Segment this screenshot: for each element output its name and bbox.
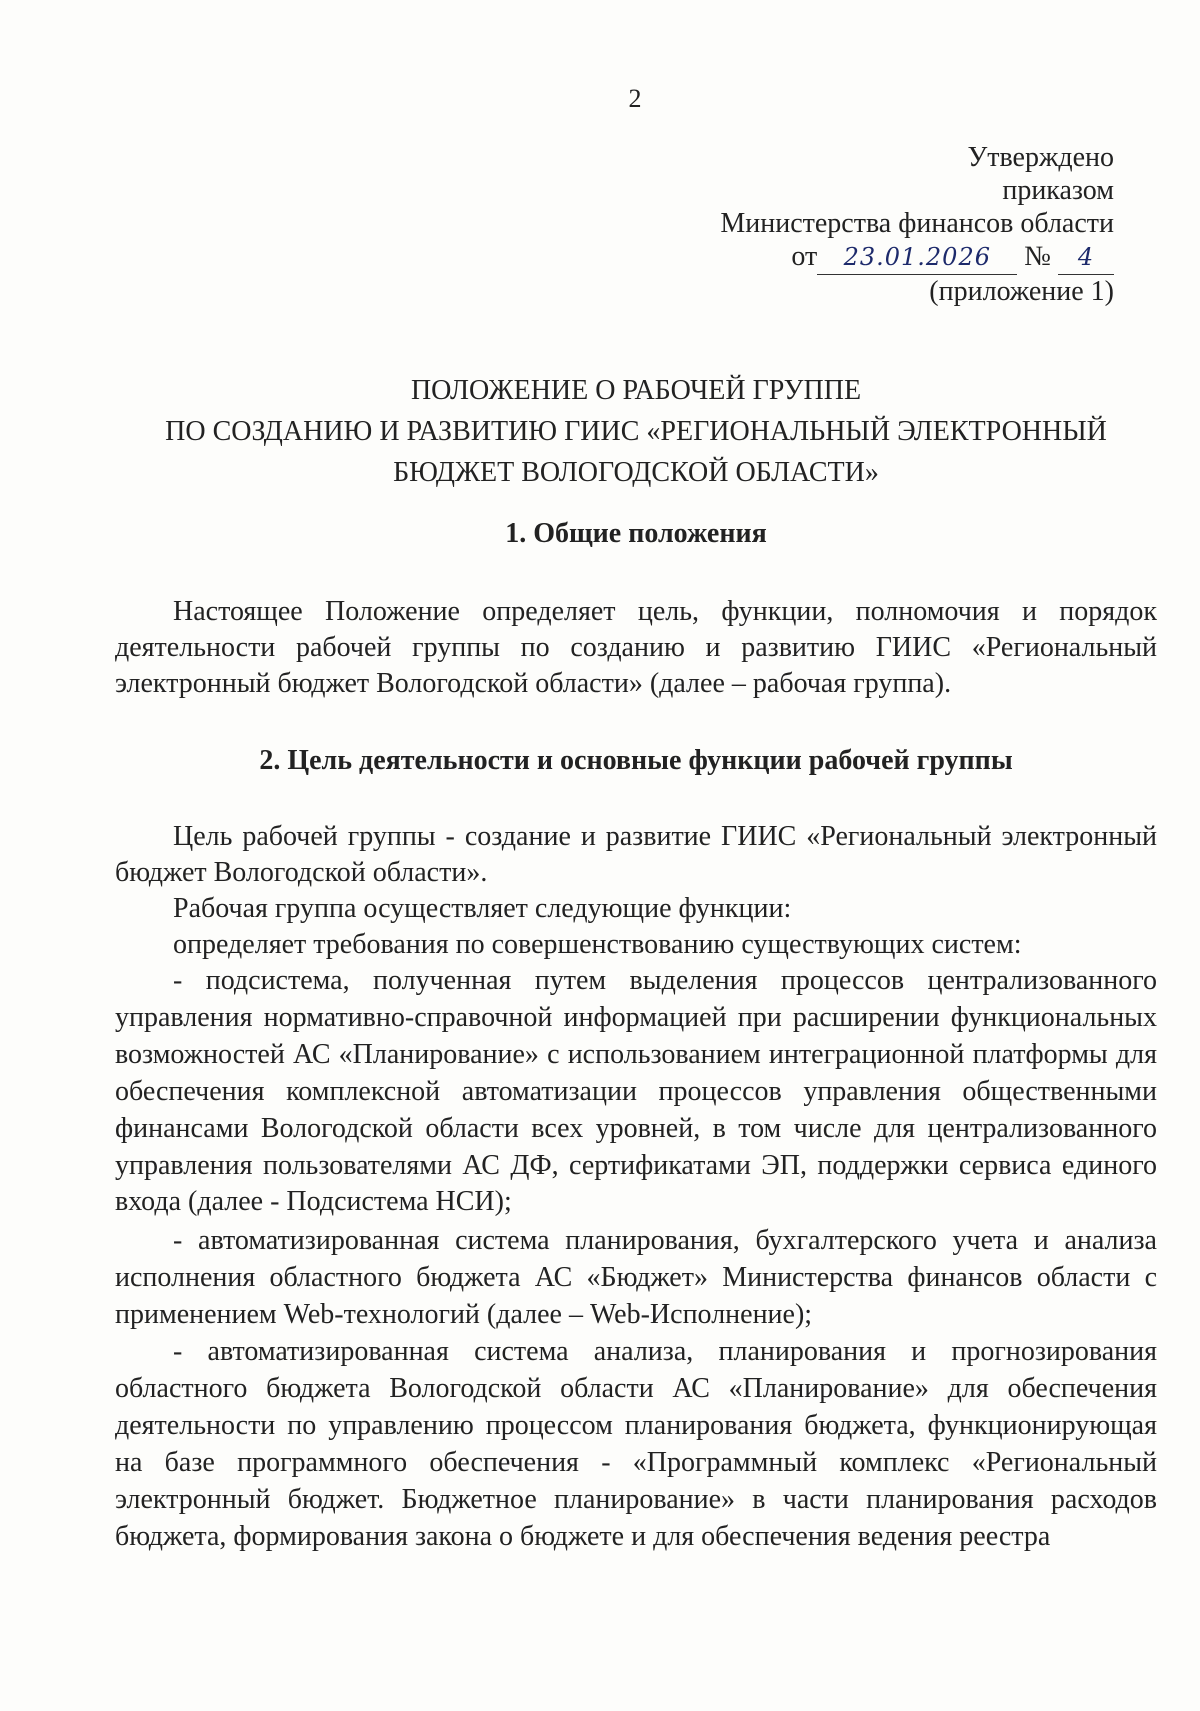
page-number: 2 — [628, 84, 642, 113]
date-prefix: от — [791, 241, 818, 272]
section-1-heading: 1. Общие положения — [505, 518, 767, 549]
list-item-web-execution: - автоматизированная система планирования, бухгалтерского учета и анализа исполнения областного бюджета АС «Бюджет» Министерства финансов области с применением Web-технологий (далее – Web-Исполнение); — [115, 1225, 1157, 1330]
section-1-paragraph: Настоящее Положение определяет цель, функции, полномочия и порядок деятельности рабочей группы по созданию и развитию ГИИС «Региональный электронный бюджет Вологодской области» (далее – рабочая группа). — [115, 596, 1157, 700]
section-2-functions-intro: Рабочая группа осуществляет следующие функции: — [173, 893, 792, 924]
number-label: № — [1024, 241, 1051, 272]
section-2-goal-paragraph: Цель рабочей группы - создание и развитие ГИИС «Региональный электронный бюджет Вологодской области». — [115, 821, 1157, 889]
approval-line-order: приказом — [1002, 175, 1114, 206]
handwritten-number: 4 — [1058, 241, 1114, 275]
title-line-1: ПОЛОЖЕНИЕ О РАБОЧЕЙ ГРУППЕ — [410, 375, 862, 406]
document-title — [100, 370, 1172, 493]
handwritten-date: 23.01.2026 — [817, 241, 1017, 275]
approval-appendix: (приложение 1) — [929, 276, 1114, 307]
approval-date-line — [720, 240, 1114, 275]
section-2-heading: 2. Цель деятельности и основные функции рабочей группы — [259, 745, 1013, 776]
approval-block — [720, 141, 1114, 308]
approval-line-ministry: Министерства финансов области — [720, 208, 1114, 239]
list-item-nsi-subsystem: - подсистема, полученная путем выделения процессов централизованного управления нормативно-справочной информацией при расширении функциональных возможностей АС «Планирование» с использованием интеграционной платформы для обеспечения комплексной автоматизации процессов управления общественными финансами Вологодской области всех уровней, в том числе для централизованного управления пользователями АС ДФ, сертификатами ЭП, поддержки сервиса единого входа (далее - Подсистема НСИ); — [115, 965, 1157, 1218]
section-2-requirements-intro: определяет требования по совершенствованию существующих систем: — [173, 929, 1022, 960]
title-line-2: ПО СОЗДАНИЮ И РАЗВИТИЮ ГИИС «РЕГИОНАЛЬНЫЙ ЭЛЕКТРОННЫЙ — [165, 416, 1107, 447]
list-item-planning-system: - автоматизированная система анализа, планирования и прогнозирования областного бюджета Вологодской области АС «Планирование» для обеспечения деятельности по управлению процессом планирования бюджета, функционирующая на базе программного обеспечения - «Программный комплекс «Региональный электронный бюджет. Бюджетное планирование» в части планирования расходов бюджета, формирования закона о бюджете и для обеспечения ведения реестра — [115, 1336, 1157, 1552]
approval-line-approved: Утверждено — [967, 142, 1114, 173]
title-line-3: БЮДЖЕТ ВОЛОГОДСКОЙ ОБЛАСТИ» — [393, 457, 879, 488]
